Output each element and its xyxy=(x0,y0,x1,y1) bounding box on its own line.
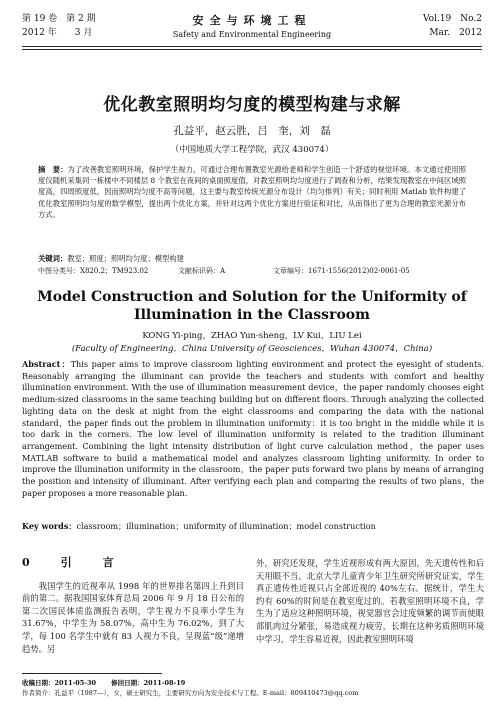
authors-en: KONG Yi-ping，ZHAO Yun-sheng，LV Kui，LIU Lei xyxy=(142,331,362,341)
body-paragraph-left: 我国学生的近视率从 1998 年的世界排名第四上升到目前的第二。据我国国家体育总局 2006 年 9 月 18 日公布的第二次国民体质监测报告表明，学生视力不良率小学生为 31.67%，中学生为 58.07%，高中生为 76.02%，到了大学，每 100 名学生中就有 83 人视力不良，呈现蓝“级”递增趋势。另 xyxy=(22,580,244,654)
keywords-en-text: classroom；illumination；uniformity of illumination；model construction xyxy=(76,521,376,531)
author-bio: 作者简介：孔益平（1987—），女，硕士研究生，主要研究方向为安全技术与工程。E-mail：809410473@qq.com xyxy=(22,689,359,697)
header-rule-thick xyxy=(22,46,482,47)
abstract-en-text: This paper aims to improve classroom lighting environment and protect the eyesight of students. Reasonably arranging the illuminant can provide the teachers and students with comfort and healthy illumination environment. With the use of illumination measurement device，the paper randomly chooses eight medium-sized classrooms in the same teaching building but on different floors. Through analyzing the collected lighting data on the desk at night from the eight classrooms and comparing the data with the national standard，the paper finds out the problem in illumination uniformity：it is too bright in the middle while it is too dark in the corners. The low level of illumination uniformity is related to the tradition illuminant arrangement. Combining the light intensity distribution of light curve calculation method，the paper uses MATLAB software to build a mathematical model and analyzes classroom lighting uniformity. In order to improve the illumination uniformity in the classroom，the paper puts forward two plans by means of arranging the position and intensity of illuminant. After verifying each plan and comparing the results of two plans，the paper proposes a more reasonable plan. xyxy=(22,359,484,498)
volume-issue-en: Vol.19 No.2 xyxy=(422,14,482,24)
section-heading: 0 引 言 xyxy=(22,556,124,569)
paper-title-cn: 优化教室照明均匀度的模型构建与求解 xyxy=(103,95,401,115)
affiliation-en: (Faculty of Engineering，China University of Geosciences，Wuhan 430074，China) xyxy=(71,344,433,354)
document-code: 文献标识码：A xyxy=(178,267,226,275)
journal-header-center xyxy=(120,12,384,39)
keywords-en-label: Key words： xyxy=(22,521,77,531)
body-column-left xyxy=(22,557,244,655)
classification-row xyxy=(38,266,466,276)
clc-number: 中图分类号：X820.2；TM923.02 xyxy=(38,267,149,275)
volume-issue-cn: 第 19 卷 第 2 期 xyxy=(22,14,96,24)
keywords-cn-label: 关键词： xyxy=(38,254,68,263)
authors-cn: 孔益平，赵云胜，吕 奎，刘 磊 xyxy=(173,125,331,137)
keywords-cn-text: 教室；照度；照明均匀度；模型构建 xyxy=(67,254,184,263)
abstract-cn xyxy=(38,164,466,220)
paper-title-en: Model Construction and Solution for the Uniformity of Illumination in the Classroom xyxy=(37,289,467,323)
abstract-en-label: Abstract： xyxy=(22,359,71,369)
body-paragraph-right: 外，研究还发现，学生近视形成有两大原因，先天遗传性和后天用眼不当。北京大学儿童青少年卫生研究所研究证实，学生真正遗传性近视只占全部近视的 40%左右。据统计，学生大约有 60%的时间是在教室度过的。若教室照明环境不良，学生为了适应这种照明环境，视觉器官会过度频繁的调节而使眼部肌肉过分紧张，易造成视力疲劳，长期在这种劣质照明环境中学习，学生容易近视，因此教室照明环境 xyxy=(256,558,484,644)
article-number: 文章编号：1671-1556(2012)02-0061-05 xyxy=(273,267,410,275)
keywords-cn xyxy=(38,254,466,264)
abstract-cn-label: 摘 要： xyxy=(38,165,68,174)
footnote-dates xyxy=(22,678,484,688)
header-rule-thin xyxy=(22,49,482,50)
revised-date: 修回日期：2011-08-19 xyxy=(111,679,186,687)
journal-name-cn: 安全与环境工程 xyxy=(192,14,312,27)
abstract-en xyxy=(22,359,484,499)
received-date: 收稿日期：2011-05-30 xyxy=(22,679,97,687)
footnote-rule xyxy=(22,673,162,674)
journal-header-left xyxy=(22,12,96,40)
body-column-right xyxy=(256,557,484,645)
footnote xyxy=(22,678,484,698)
affiliation-cn: （中国地质大学工程学院，武汉 430074） xyxy=(170,145,334,155)
journal-header-right xyxy=(423,12,482,40)
date-cn: 2012 年 3 月 xyxy=(22,28,93,38)
date-en: Mar. 2012 xyxy=(429,28,482,38)
abstract-cn-text: 为了改善教室照明环境，保护学生视力，可通过合理布置教室光源给老师和学生创造一个舒适的视觉环境。本文通过使用照度仪随机采集同一栋楼中不同楼层 8 个教室在夜间的桌面照度值，对教室照明均匀度进行了调查和分析，结果发现教室在中间区域照度高，四周照度低，因而照明均匀度不高等问题，这主要与教室传统光源分布设计（均匀排列）有关；同时利用 Matlab 软件构建了优化教室照明均匀度的数学模型，提出两个优化方案，并针对这两个优化方案进行验证和对比，从而得出了更为合理的教室光源分布方式。 xyxy=(38,165,467,219)
keywords-en xyxy=(22,521,484,532)
journal-name-en: Safety and Environmental Engineering xyxy=(172,30,332,39)
